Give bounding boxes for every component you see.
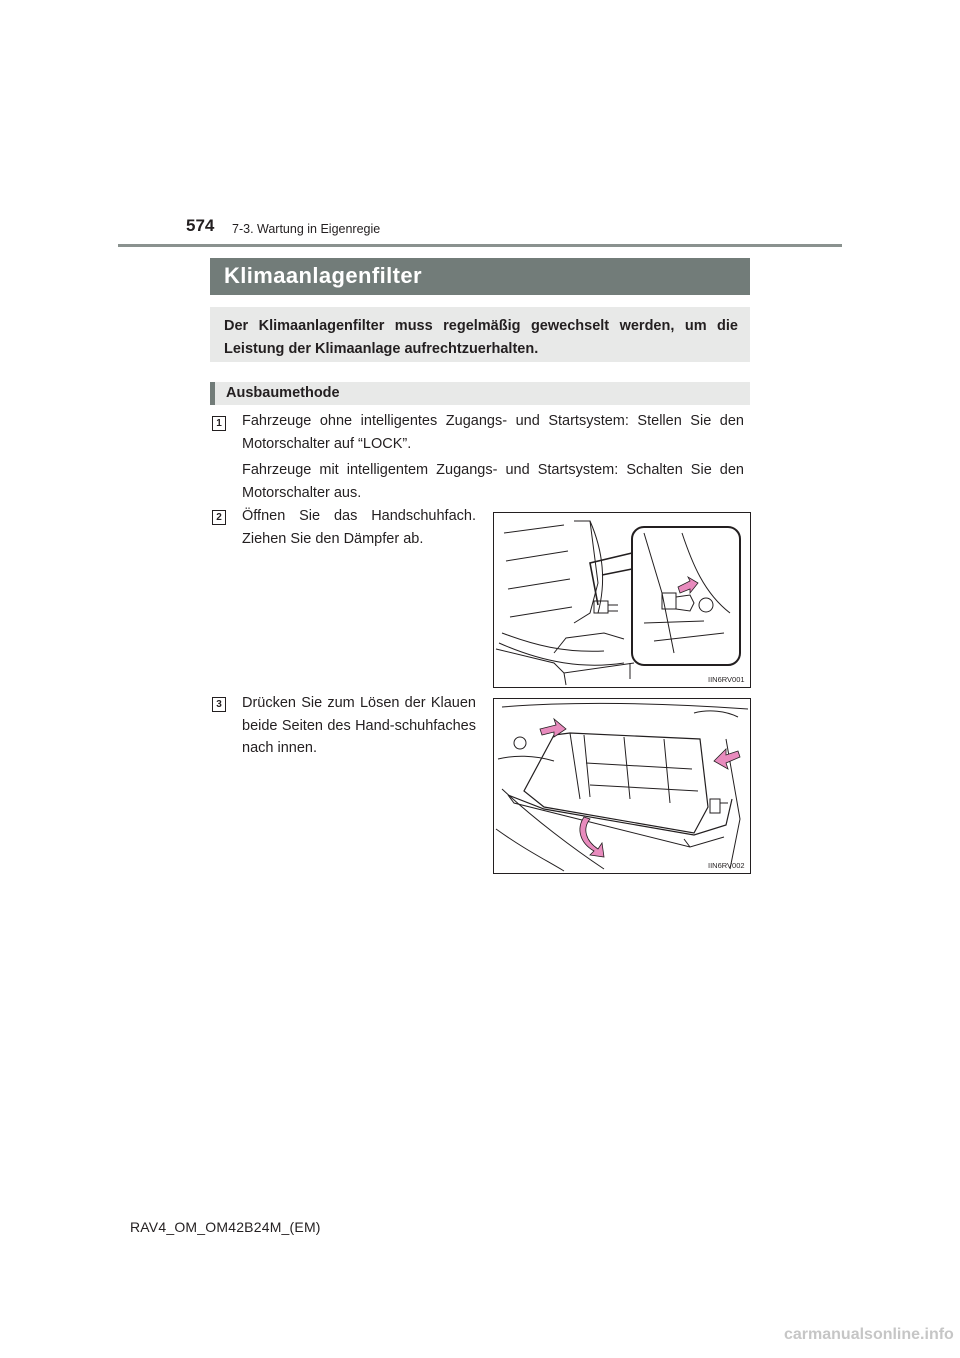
- page-title: Klimaanlagenfilter: [224, 263, 422, 288]
- pull-arrow-icon: [678, 577, 698, 593]
- subheading-accent: [210, 382, 215, 405]
- subheading-text: Ausbaumethode: [226, 385, 340, 401]
- figure-glovebox: [493, 698, 751, 874]
- title-bar: [210, 258, 750, 295]
- step-1-text-a: Fahrzeuge ohne intelligentes Zugangs- und Startsystem: Stellen Sie den Motorschalter auf “LOCK”.: [242, 413, 744, 452]
- figure-damper: [493, 512, 751, 688]
- figure-code-2: IIN6RV002: [708, 861, 745, 870]
- footer-code: RAV4_OM_OM42B24M_(EM): [130, 1219, 321, 1235]
- glovebox-damper-illustration: [494, 513, 750, 687]
- watermark: carmanualsonline.info: [784, 1326, 954, 1343]
- intro-text: Der Klimaanlagenfilter muss regelmäßig gewechselt werden, um die Leistung der Klimaanlage aufrechtzuerhalten.: [224, 318, 738, 357]
- subheading-bar: [210, 382, 750, 405]
- press-arrow-right-icon: [714, 749, 740, 769]
- step-1-text-b: Fahrzeuge mit intelligentem Zugangs- und Startsystem: Schalten Sie den Motorschalter aus.: [242, 462, 744, 501]
- step-number-3: 3: [212, 697, 226, 712]
- header-divider: [118, 244, 842, 247]
- section-title: 7-3. Wartung in Eigenregie: [232, 222, 381, 236]
- intro-box: [210, 307, 750, 362]
- step-2-text: Öffnen Sie das Handschuhfach. Ziehen Sie den Dämpfer ab.: [242, 508, 476, 547]
- glovebox-press-illustration: [494, 699, 750, 873]
- page-number: 574: [186, 216, 215, 235]
- figure-code-1: IIN6RV001: [708, 675, 745, 684]
- step-3-text: Drücken Sie zum Lösen der Klauen beide Seiten des Hand-schuhfaches nach innen.: [242, 695, 476, 756]
- step-number-1: 1: [212, 416, 226, 431]
- step-number-2: 2: [212, 510, 226, 525]
